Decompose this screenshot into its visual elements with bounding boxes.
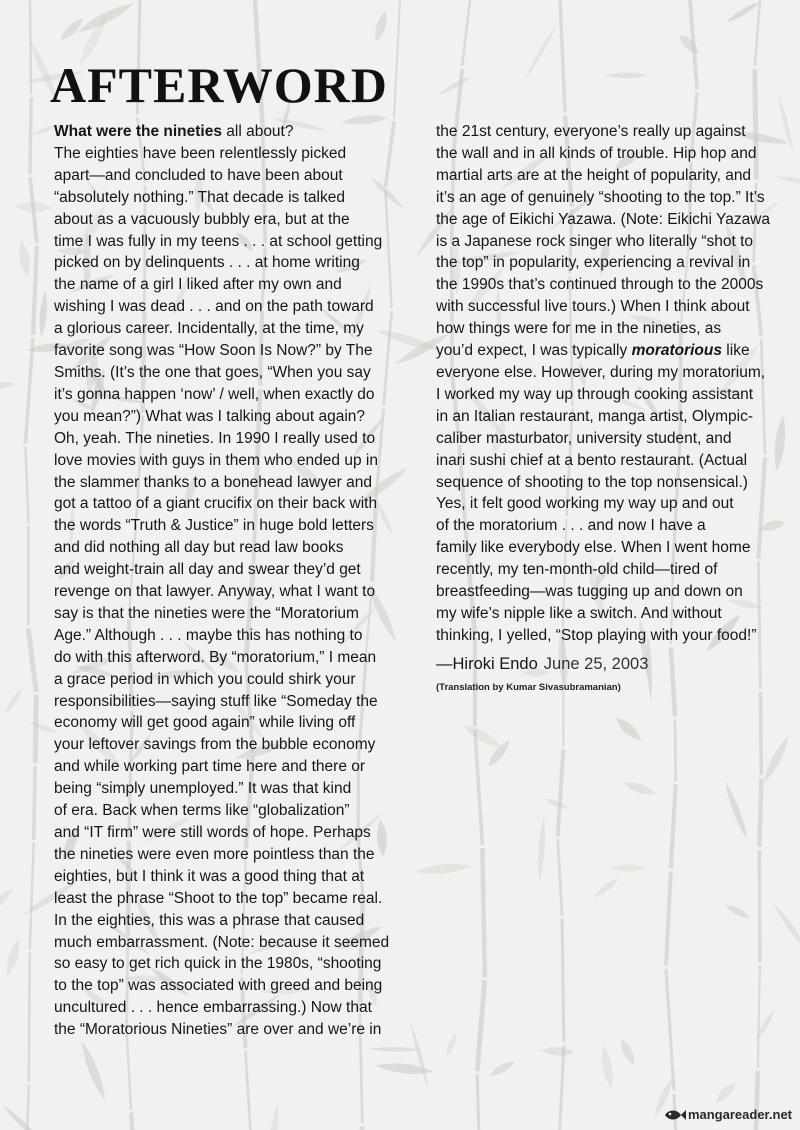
afterword-column-left — [54, 121, 406, 1041]
text-segment: got a tattoo of a giant crucifix on their back with — [54, 495, 378, 513]
bamboo-stem — [671, 784, 676, 868]
bamboo-stem — [33, 246, 37, 335]
text-line — [54, 1019, 406, 1041]
text-line — [54, 362, 406, 384]
text-line — [436, 537, 792, 559]
text-line — [54, 756, 406, 778]
bamboo-stem — [34, 766, 35, 839]
text-segment: my wife’s nipple like a switch. And without — [436, 604, 722, 622]
text-segment: “absolutely nothing.” That decade is talked — [54, 188, 345, 206]
text-line — [54, 559, 406, 581]
text-segment: Age.” Although . . . maybe this has nothing to — [54, 626, 363, 644]
bamboo-stem — [25, 447, 28, 523]
text-segment: you mean?”) What was I talking about again? — [54, 407, 366, 425]
text-segment: being “simply unemployed.” It was that kind — [54, 780, 352, 798]
text-line — [436, 187, 792, 209]
text-segment: Yes, it felt good working my way up and out — [436, 495, 734, 513]
text-line — [436, 472, 792, 494]
text-segment: everyone else. However, during my moratorium, — [436, 363, 766, 381]
bamboo-leaf — [725, 0, 762, 25]
watermark — [664, 1107, 792, 1122]
text-segment: the wall and in all kinds of trouble. Hip hop and — [436, 144, 757, 162]
afterword-column-right — [436, 121, 792, 647]
bamboo-leaf — [613, 714, 644, 744]
text-line — [436, 165, 792, 187]
text-segment: economy will get good again” while living off — [54, 714, 356, 732]
bamboo-leaf — [610, 864, 646, 872]
bamboo-leaf — [372, 9, 390, 43]
bamboo-leaf — [523, 23, 559, 81]
text-line — [436, 559, 792, 581]
bamboo-stem — [475, 730, 482, 845]
text-segment: like — [722, 342, 750, 360]
text-segment: martial arts are at the height of popularity, and — [436, 166, 752, 184]
text-line — [54, 165, 406, 187]
text-line — [436, 428, 792, 450]
text-line — [436, 406, 792, 428]
text-segment: family like everybody else. When I went home — [436, 539, 751, 557]
bamboo-leaf — [676, 32, 702, 57]
bamboo-stem — [355, 1126, 363, 1130]
text-line — [436, 209, 792, 231]
text-segment: about as a vacuously bubbly era, but at the — [54, 210, 350, 228]
text-segment: responsibilities—saying stuff like “Someday the — [54, 692, 378, 710]
bamboo-leaf — [592, 876, 621, 900]
text-segment: the age of Eikichi Yazawa. (Note: Eikichi Yazawa — [436, 210, 770, 228]
text-segment: is a Japanese rock singer who literally “shot to — [436, 232, 754, 250]
text-segment: the 1990s that’s continued through to the 2000s — [436, 276, 764, 294]
text-segment: all about? — [221, 123, 294, 140]
text-line — [54, 187, 406, 209]
text-line — [54, 274, 406, 296]
bamboo-stem — [675, 719, 676, 781]
bamboo-stem — [671, 647, 675, 716]
text-line — [436, 362, 792, 384]
text-segment: with successful live tours.) When I think about — [436, 298, 750, 316]
text-segment: The eighties have been relentlessly picked — [54, 144, 347, 162]
bamboo-stem — [462, 0, 470, 66]
bamboo-leaf — [461, 721, 504, 752]
text-segment: revenge on that lawyer. Anyway, what I want to — [54, 583, 376, 601]
text-segment: the nineties were even more pointless than the — [54, 845, 375, 863]
text-line — [436, 340, 792, 362]
text-line — [54, 910, 406, 932]
text-segment: the name of a girl I liked after my own and — [54, 276, 342, 294]
bamboo-stem — [131, 1113, 136, 1130]
text-segment: the words “Truth & Justice” in huge bold letters — [54, 517, 374, 535]
text-line — [436, 493, 792, 515]
bamboo-stem — [477, 1074, 480, 1130]
bamboo-leaf — [38, 290, 49, 338]
bamboo-stem — [759, 778, 761, 847]
text-segment: caliber masturbator, university student, and — [436, 429, 732, 447]
text-segment: In the eighties, this was a phrase that caused — [54, 911, 365, 929]
bamboo-stem — [558, 839, 562, 915]
text-segment: you’d expect, I was typically — [436, 342, 632, 360]
text-line — [54, 406, 406, 428]
text-line — [54, 603, 406, 625]
bamboo-stem — [26, 1085, 29, 1130]
text-line — [54, 252, 406, 274]
bamboo-stem — [482, 848, 484, 977]
bamboo-stem — [666, 969, 674, 1091]
text-segment: breastfeeding—was tugging up and down on — [436, 583, 743, 601]
text-segment: your leftover savings from the bubble economy — [54, 736, 376, 754]
text-line — [436, 252, 792, 274]
translation-credit: (Translation by Kumar Sivasubramanian) — [436, 682, 621, 693]
text-line — [54, 953, 406, 975]
text-line — [436, 318, 792, 340]
text-line — [436, 581, 792, 603]
text-line — [54, 669, 406, 691]
bamboo-stem — [127, 1033, 131, 1110]
text-line — [54, 515, 406, 537]
bamboo-leaf — [617, 1037, 638, 1067]
text-line — [54, 384, 406, 406]
text-segment: how things were for me in the nineties, as — [436, 320, 722, 338]
bamboo-stem — [35, 695, 36, 763]
bamboo-leaf — [437, 75, 472, 97]
text-segment: it’s an age of genuinely “shooting to the top.” It’s — [436, 188, 765, 206]
bamboo-stem — [666, 871, 671, 965]
bamboo-leaf — [760, 734, 792, 785]
text-segment: of era. Back when terms like “globalization” — [54, 802, 350, 820]
text-segment: wishing I was dead . . . and on the path toward — [54, 298, 374, 316]
text-line — [54, 450, 406, 472]
text-segment: inari sushi chief at a bento restaurant. (Actual — [436, 451, 748, 469]
text-line — [54, 691, 406, 713]
bamboo-stem — [28, 628, 36, 692]
text-line — [436, 231, 792, 253]
bamboo-leaf — [754, 1008, 777, 1041]
text-line — [54, 472, 406, 494]
text-line — [54, 866, 406, 888]
text-segment: say is that the nineties were the “Moratorium — [54, 604, 359, 622]
text-line — [54, 318, 406, 340]
fish-logo-icon — [664, 1108, 686, 1122]
text-line — [436, 384, 792, 406]
bamboo-leaf — [722, 780, 751, 842]
bamboo-leaf — [488, 1058, 517, 1079]
text-segment: sequence of shooting to the top nonsensical.) — [436, 473, 748, 491]
signature — [436, 655, 648, 674]
text-line — [436, 274, 792, 296]
bamboo-leaf — [368, 1047, 423, 1052]
bamboo-leaf — [409, 1022, 431, 1089]
bamboo-leaf — [2, 687, 24, 716]
text-line — [54, 493, 406, 515]
bamboo-stem — [29, 953, 30, 1082]
bamboo-leaf — [266, 1104, 281, 1130]
text-segment: of the moratorium . . . and now I have a — [436, 517, 706, 535]
text-line — [54, 209, 406, 231]
text-line — [54, 997, 406, 1019]
text-segment: apart—and concluded to have been about — [54, 166, 343, 184]
text-segment: picked on by delinquents . . . at home writing — [54, 254, 360, 272]
text-line — [54, 975, 406, 997]
bamboo-leaf — [713, 1079, 739, 1106]
bamboo-leaf — [0, 885, 16, 921]
bamboo-leaf — [623, 779, 658, 798]
text-segment: in an Italian restaurant, manga artist, Olympic- — [436, 407, 754, 425]
bamboo-leaf — [16, 239, 32, 277]
text-segment: the 21st century, everyone’s really up against — [436, 123, 746, 140]
text-line — [54, 231, 406, 253]
text-segment: time I was fully in my teens . . . at school getting — [54, 232, 383, 250]
text-segment: uncultured . . . hence embarrassing.) Now that — [54, 999, 372, 1017]
text-line — [54, 734, 406, 756]
bamboo-leaf — [0, 381, 16, 391]
text-line — [54, 537, 406, 559]
text-line — [54, 647, 406, 669]
bamboo-stem — [30, 0, 31, 94]
text-segment: the slammer thanks to a bonehead lawyer and — [54, 473, 372, 491]
bamboo-stem — [25, 338, 33, 444]
text-segment: and “IT firm” were still words of hope. Perhaps — [54, 824, 371, 841]
text-line — [54, 581, 406, 603]
text-segment: and did nothing all day but read law books — [54, 539, 344, 557]
bamboo-stem — [758, 965, 760, 1068]
bamboo-leaf — [606, 72, 649, 78]
bamboo-leaf — [536, 816, 547, 882]
text-line — [54, 778, 406, 800]
text-line — [54, 932, 406, 954]
text-line — [54, 296, 406, 318]
text-segment: a glorious career. Incidentally, at the time, my — [54, 320, 364, 338]
text-line — [54, 121, 406, 143]
bamboo-stem — [558, 1045, 564, 1130]
text-segment: favorite song was “How Soon Is Now?” by The — [54, 342, 373, 360]
text-line — [54, 844, 406, 866]
text-line — [54, 625, 406, 647]
text-line — [436, 296, 792, 318]
signature-author: —Hiroki Endo — [436, 655, 538, 673]
bamboo-leaf — [78, 1039, 110, 1102]
page-title: AFTERWORD — [50, 57, 388, 113]
bamboo-leaf — [444, 1031, 459, 1057]
text-segment: I worked my way up through cooking assistant — [436, 385, 754, 403]
text-line — [54, 340, 406, 362]
text-segment: the “Moratorious Nineties” are over and we’re in — [54, 1021, 382, 1039]
text-segment: much embarrassment. (Note: because it seemed — [54, 933, 390, 951]
bamboo-leaf — [14, 201, 53, 213]
text-segment: and weight-train all day and swear they’d get — [54, 561, 361, 579]
bamboo-leaf — [0, 550, 2, 594]
bamboo-leaf — [1, 1104, 43, 1130]
text-line — [436, 450, 792, 472]
text-segment: do with this afterword. By “moratorium,” I mean — [54, 648, 377, 666]
bamboo-leaf — [541, 1046, 575, 1057]
bamboo-stem — [760, 692, 761, 775]
text-segment: Oh, yeah. The nineties. In 1990 I really used to — [54, 429, 376, 447]
text-line — [54, 822, 406, 844]
bamboo-leaf — [544, 797, 570, 812]
bamboo-stem — [560, 0, 565, 113]
watermark-text: mangareader.net — [687, 1107, 792, 1122]
emphasis-text: moratorious — [631, 342, 722, 360]
text-segment: the top” in popularity, experiencing a revival in — [436, 254, 751, 272]
signature-date: June 25, 2003 — [543, 655, 649, 673]
text-segment: least the phrase “Shoot to the top” became real. — [54, 889, 383, 907]
text-segment: and while working part time here and there or — [54, 758, 366, 776]
text-line — [436, 121, 792, 143]
text-segment: Smiths. (It’s the one that goes, “When you say — [54, 363, 371, 381]
bamboo-leaf — [771, 901, 800, 958]
bamboo-stem — [562, 919, 564, 1043]
text-line — [54, 143, 406, 165]
text-segment: to the top” was associated with greed and being — [54, 977, 383, 995]
text-segment: a grace period in which you could shirk your — [54, 670, 356, 688]
text-segment: thinking, I yelled, “Stop playing with your food!” — [436, 626, 757, 644]
text-line — [54, 888, 406, 910]
text-segment: so easy to get rich quick in the 1980s, “shooting — [54, 955, 382, 973]
text-line — [54, 428, 406, 450]
bamboo-stem — [558, 749, 564, 836]
text-segment: love movies with guys in them who ended up in — [54, 451, 378, 469]
bamboo-stem — [477, 980, 485, 1071]
bamboo-leaf — [3, 938, 22, 978]
text-line — [54, 712, 406, 734]
lead-in-text: What were the nineties — [54, 123, 222, 140]
bamboo-leaf — [599, 1044, 616, 1090]
bamboo-stem — [755, 0, 760, 66]
text-segment: recently, my ten-month-old child—tired of — [436, 561, 718, 579]
bamboo-stem — [30, 843, 34, 950]
bamboo-stem — [394, 0, 400, 118]
text-line — [54, 800, 406, 822]
text-line — [436, 143, 792, 165]
bamboo-leaf — [415, 862, 472, 877]
text-segment: eighties, but I think it was a good thing that at — [54, 867, 365, 885]
bamboo-stem — [245, 1051, 252, 1130]
text-line — [436, 515, 792, 537]
text-line — [436, 625, 792, 647]
text-segment: it’s gonna happen ‘now’ / well, when exactly do — [54, 385, 375, 403]
text-line — [436, 603, 792, 625]
bamboo-leaf — [723, 902, 751, 921]
